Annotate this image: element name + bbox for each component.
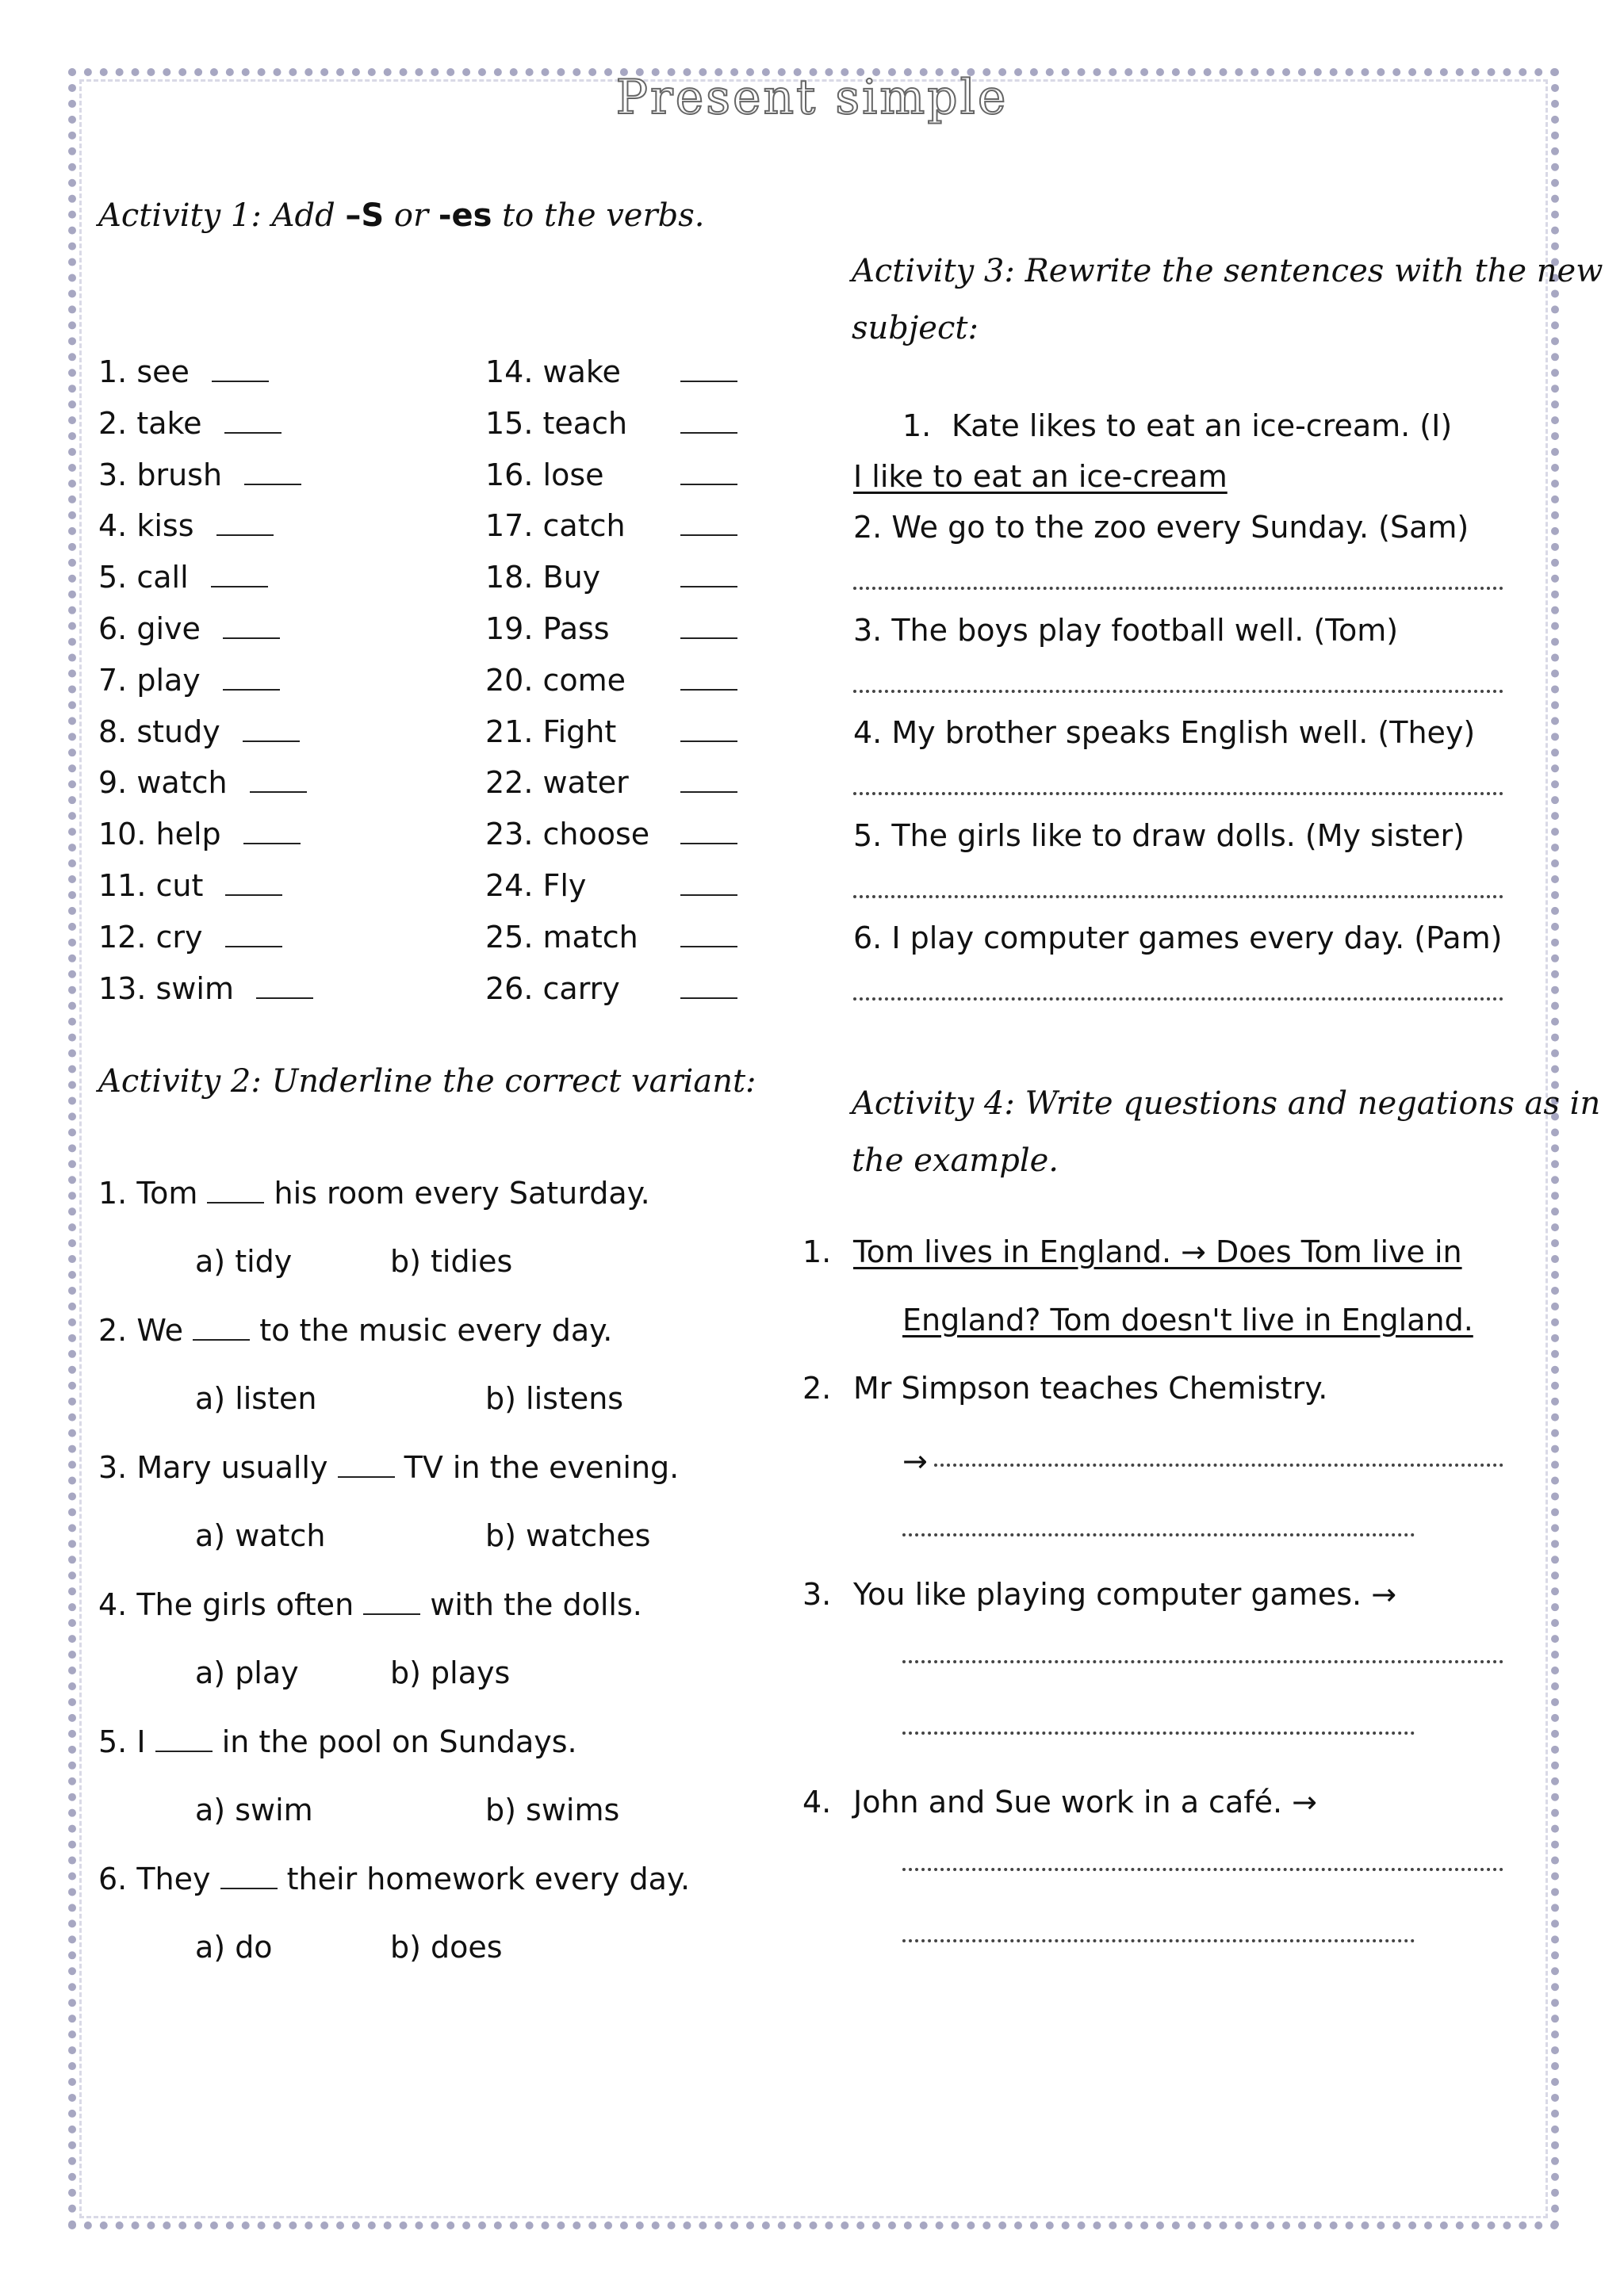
answer-line[interactable] (853, 792, 1503, 795)
activity2-heading: Activity 2: Underline the correct variant: (98, 1063, 756, 1100)
verb-item (98, 507, 274, 544)
verb-item (98, 354, 269, 390)
answer-blank[interactable] (223, 665, 280, 691)
verb-label: 25. match (485, 919, 638, 955)
question-end: with the dolls. (420, 1587, 642, 1622)
answer-blank[interactable] (680, 843, 737, 844)
activity3-heading-line2: subject: (852, 310, 979, 346)
answer-line[interactable] (853, 997, 1503, 1001)
verb-item (98, 867, 282, 904)
verb-label: 9. watch (98, 765, 228, 801)
page-border-inner (79, 79, 1548, 2218)
verb-item (98, 662, 280, 698)
verb-item (98, 610, 280, 647)
activity3-example-number: 1. (902, 408, 932, 443)
question (98, 1586, 642, 1623)
question-end: to the music every day. (250, 1313, 613, 1348)
sentence: 6. I play computer games every day. (Pam) (853, 920, 1503, 956)
verb-label: 11. cut (98, 868, 204, 903)
verb-label: 1. see (98, 354, 190, 389)
answer-blank[interactable] (155, 1727, 213, 1752)
option-a[interactable]: a) play (195, 1655, 299, 1690)
verb-label: 21. Fight (485, 714, 617, 749)
question-start: 5. I (98, 1724, 155, 1759)
option-a[interactable]: a) swim (195, 1793, 313, 1827)
answer-blank[interactable] (680, 484, 737, 485)
verb-item (485, 816, 649, 852)
verb-label: 10. help (98, 817, 221, 852)
activity4-heading-line2: the example. (852, 1142, 1059, 1179)
answer-blank[interactable] (225, 871, 282, 896)
verb-label: 12. cry (98, 919, 203, 955)
answer-blank[interactable] (363, 1590, 420, 1615)
item-number: 4. (802, 1785, 832, 1820)
verb-label: 2. take (98, 405, 202, 441)
verb-item (485, 507, 626, 544)
verb-item (485, 559, 600, 595)
option-b[interactable]: b) watches (485, 1518, 651, 1553)
verb-label: 7. play (98, 662, 201, 698)
verb-item (485, 764, 629, 801)
question (98, 1449, 679, 1486)
question (98, 1861, 690, 1897)
answer-blank[interactable] (256, 974, 313, 999)
page-title: Present simple (615, 70, 1009, 125)
answer-blank[interactable] (680, 740, 737, 742)
question-start: 4. The girls often (98, 1587, 364, 1622)
answer-blank[interactable] (680, 894, 737, 896)
verb-label: 14. wake (485, 354, 621, 389)
answer-line[interactable] (902, 1533, 1415, 1536)
activity3-example-sentence: Kate likes to eat an ice-cream. (I) (952, 408, 1453, 443)
answer-line[interactable] (902, 1732, 1415, 1735)
option-a[interactable]: a) tidy (195, 1244, 293, 1279)
verb-item (98, 405, 282, 442)
question-end: in the pool on Sundays. (212, 1724, 577, 1759)
verb-item (485, 354, 621, 390)
option-a[interactable]: a) watch (195, 1518, 326, 1553)
answer-blank[interactable] (680, 432, 737, 434)
option-b[interactable]: b) does (390, 1930, 503, 1965)
sentence: 5. The girls like to draw dolls. (My sister) (853, 817, 1465, 853)
answer-blank[interactable] (223, 614, 280, 639)
question-start: 6. They (98, 1862, 220, 1896)
answer-line[interactable] (902, 1868, 1503, 1871)
question-end: their homework every day. (277, 1862, 691, 1896)
answer-line[interactable] (902, 1939, 1415, 1942)
answer-line[interactable] (902, 1660, 1503, 1663)
activity3-example-answer: I like to eat an ice-cream (853, 459, 1228, 494)
sentence: Mr Simpson teaches Chemistry. (853, 1371, 1328, 1406)
answer-blank[interactable] (220, 1864, 278, 1889)
question-start: 3. Mary usually (98, 1450, 338, 1485)
verb-label: 24. Fly (485, 868, 587, 903)
activity3-heading-line1: Activity 3: Rewrite the sentences with the new (852, 253, 1603, 289)
answer-blank[interactable] (338, 1452, 395, 1478)
answer-blank[interactable] (680, 997, 737, 999)
verb-item (485, 610, 610, 647)
verb-label: 19. Pass (485, 611, 610, 646)
answer-blank[interactable] (243, 819, 301, 844)
verb-item (98, 970, 313, 1007)
answer-blank[interactable] (680, 637, 737, 639)
sentence: John and Sue work in a café. → (853, 1785, 1317, 1820)
verb-label: 8. study (98, 714, 220, 749)
verb-label: 26. carry (485, 970, 620, 1006)
option-b[interactable]: b) plays (390, 1655, 511, 1690)
verb-label: 3. brush (98, 457, 223, 492)
option-b[interactable]: b) listens (485, 1381, 624, 1416)
answer-blank[interactable] (680, 791, 737, 793)
activity4-example-line2: England? Tom doesn't live in England. (902, 1303, 1473, 1337)
question-end: TV in the evening. (394, 1450, 680, 1485)
verb-item (485, 970, 620, 1007)
verb-item (98, 559, 268, 595)
verb-label: 13. swim (98, 970, 234, 1006)
verb-label: 6. give (98, 611, 201, 646)
answer-blank[interactable] (680, 381, 737, 382)
option-b[interactable]: b) swims (485, 1793, 620, 1827)
question-end: his room every Saturday. (264, 1176, 650, 1211)
item-number: 3. (802, 1577, 832, 1612)
option-a[interactable]: a) do (195, 1930, 273, 1965)
verb-label: 22. water (485, 765, 629, 801)
verb-item (485, 457, 604, 493)
verb-item (98, 816, 301, 852)
verb-label: 5. call (98, 560, 189, 595)
answer-line[interactable] (853, 895, 1503, 898)
question (98, 1175, 650, 1211)
arrow-icon: → (902, 1444, 928, 1479)
verb-label: 16. lose (485, 457, 604, 492)
answer-line[interactable] (853, 587, 1503, 590)
answer-blank[interactable] (212, 357, 269, 382)
answer-line[interactable] (934, 1464, 1503, 1467)
verb-item (98, 764, 307, 801)
answer-blank[interactable] (211, 562, 268, 587)
verb-label: 20. come (485, 662, 626, 698)
sentence: 3. The boys play football well. (Tom) (853, 612, 1399, 648)
option-b[interactable]: b) tidies (390, 1244, 513, 1279)
verb-item (485, 919, 638, 955)
answer-blank[interactable] (680, 586, 737, 587)
verb-item (485, 405, 627, 442)
activity1-heading: Activity 1: Add –S or -es to the verbs. (98, 197, 705, 234)
answer-blank[interactable] (225, 922, 282, 947)
verb-item (98, 714, 300, 750)
question (98, 1724, 577, 1760)
verb-label: 23. choose (485, 817, 650, 852)
answer-blank[interactable] (216, 511, 274, 536)
answer-blank[interactable] (680, 946, 737, 947)
answer-blank[interactable] (680, 689, 737, 691)
activity4-heading-line1: Activity 4: Write questions and negations as in (852, 1085, 1601, 1122)
answer-blank[interactable] (243, 717, 300, 742)
verb-item (485, 867, 586, 904)
answer-blank[interactable] (244, 460, 301, 485)
sentence: 2. We go to the zoo every Sunday. (Sam) (853, 510, 1469, 545)
verb-item (98, 919, 282, 955)
sentence: 4. My brother speaks English well. (They) (853, 715, 1476, 751)
option-a[interactable]: a) listen (195, 1381, 317, 1416)
verb-label: 18. Buy (485, 560, 601, 595)
verb-item (98, 457, 301, 493)
verb-item (485, 714, 616, 750)
question-start: 2. We (98, 1313, 193, 1348)
answer-blank[interactable] (207, 1178, 264, 1203)
item-number: 2. (802, 1371, 832, 1406)
answer-blank[interactable] (680, 534, 737, 536)
answer-blank[interactable] (193, 1315, 250, 1341)
verb-label: 15. teach (485, 405, 628, 441)
verb-label: 4. kiss (98, 508, 194, 544)
verb-label: 17. catch (485, 508, 626, 544)
sentence: You like playing computer games. → (853, 1577, 1397, 1612)
activity4-example-number: 1. (802, 1234, 832, 1269)
question-start: 1. Tom (98, 1176, 208, 1211)
answer-line[interactable] (853, 690, 1503, 693)
answer-blank[interactable] (250, 767, 307, 793)
question (98, 1312, 612, 1349)
verb-item (485, 662, 626, 698)
activity4-example-line1: Tom lives in England. → Does Tom live in (853, 1234, 1462, 1269)
answer-blank[interactable] (224, 408, 282, 434)
